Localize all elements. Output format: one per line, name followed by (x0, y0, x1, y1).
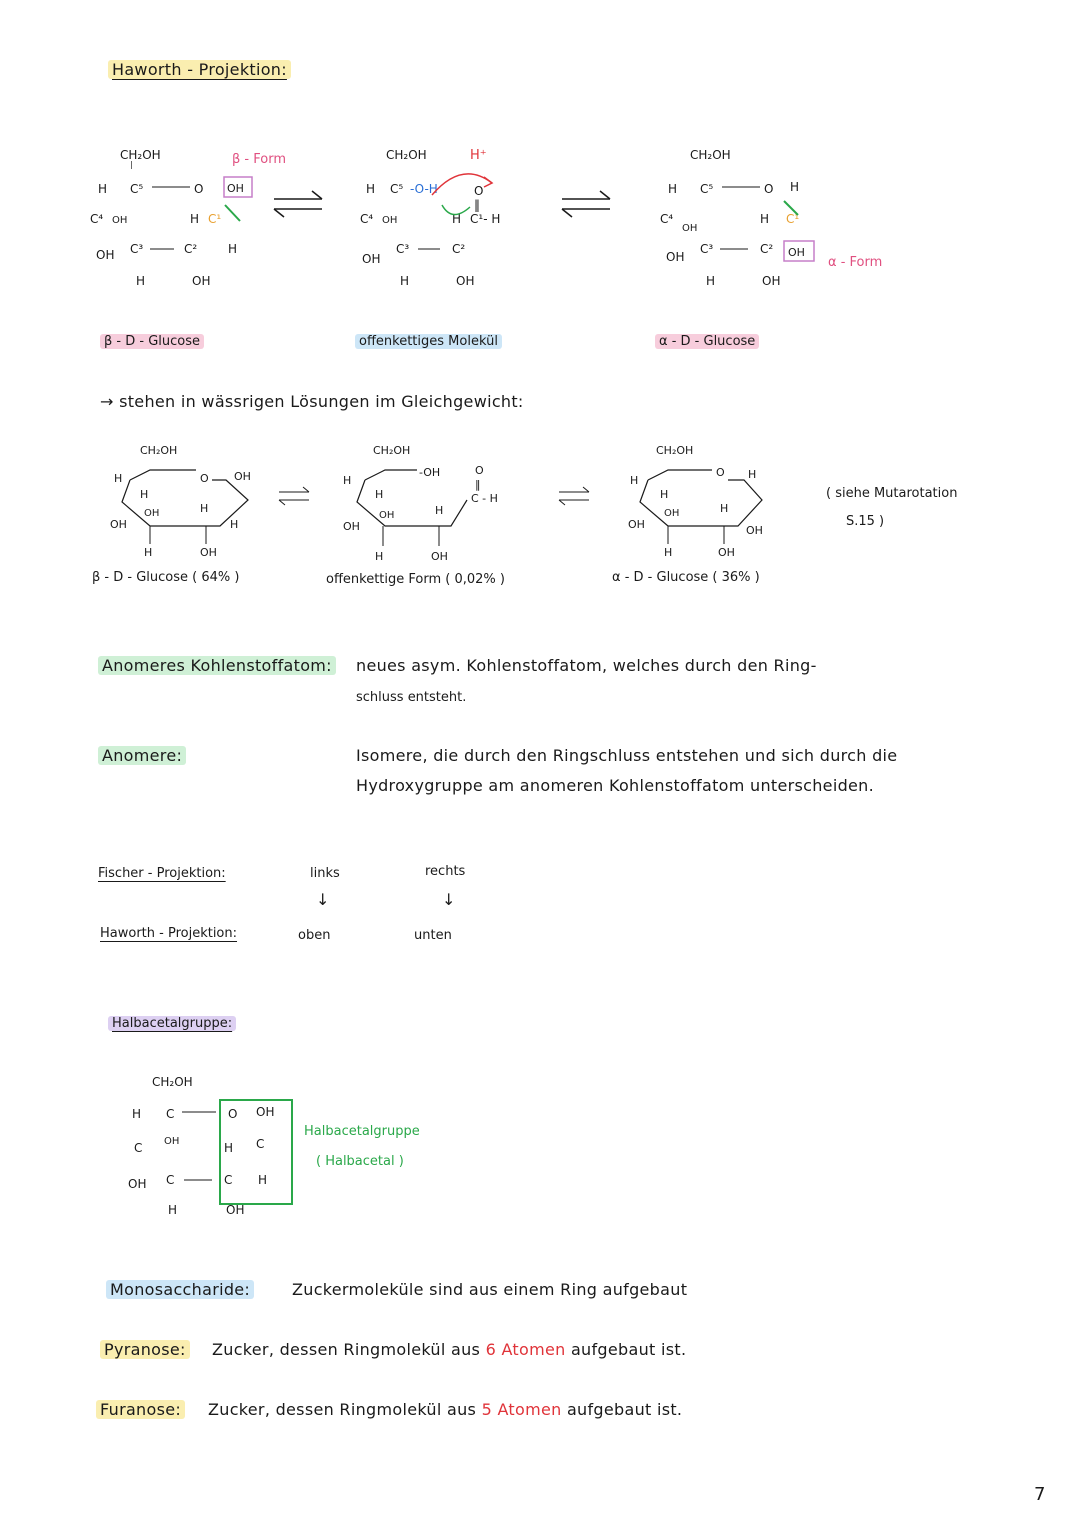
svg-text:H: H (140, 488, 149, 501)
halbacetal-structure (120, 1068, 310, 1218)
halbacetal-box-sub: ( Halbacetal ) (316, 1154, 404, 1169)
rechts-label: rechts (425, 864, 466, 879)
alpha-glucose-name: α - D - Glucose (655, 334, 759, 349)
unten-label: unten (414, 928, 452, 943)
svg-text:OH: OH (128, 1177, 147, 1191)
svg-text:H: H (343, 474, 352, 487)
links-label: links (310, 866, 340, 881)
svg-text:OH: OH (628, 518, 645, 531)
haworth-heading: Haworth - Projektion: (108, 60, 291, 79)
page-number: 7 (1034, 1484, 1046, 1505)
pyranose-number: 6 (485, 1340, 497, 1359)
svg-text:‖: ‖ (475, 478, 481, 491)
svg-text:H: H (720, 502, 729, 515)
svg-text:CH₂OH: CH₂OH (373, 444, 411, 457)
open-chain-name: offenkettiges Molekül (355, 334, 502, 349)
svg-text:H: H (230, 518, 239, 531)
equilibrium-arrow-4 (555, 482, 595, 512)
svg-text:OH: OH (226, 1203, 245, 1217)
svg-text:H: H (748, 468, 757, 481)
svg-text:C⁴: C⁴ (90, 212, 104, 226)
svg-text:OH: OH (718, 546, 735, 559)
beta-glucose-percent: β - D - Glucose ( 64% ) (92, 570, 240, 585)
anomeres-definition-line1: neues asym. Kohlenstoffatom, welches durch den Ring- (356, 656, 817, 675)
svg-text:H: H (114, 472, 123, 485)
svg-text:H: H (224, 1141, 234, 1155)
alpha-glucose-percent: α - D - Glucose ( 36% ) (612, 570, 760, 585)
svg-text:H: H (132, 1107, 142, 1121)
down-arrow-icon: ↓ (442, 890, 456, 909)
svg-text:CH₂OH: CH₂OH (120, 148, 161, 162)
anomere-definition-line1: Isomere, die durch den Ringschluss entstehen und sich durch die (356, 746, 898, 765)
oben-label: oben (298, 928, 331, 943)
svg-text:OH: OH (144, 508, 160, 519)
svg-text:H: H (452, 212, 462, 226)
svg-text:H: H (228, 242, 238, 256)
svg-text:H: H (375, 488, 384, 501)
svg-text:H: H (790, 180, 800, 194)
svg-text:H: H (400, 274, 410, 288)
equilibrium-statement: → stehen in wässrigen Lösungen im Gleichgewicht: (100, 392, 524, 411)
svg-text:C: C (134, 1141, 143, 1155)
svg-text:H: H (664, 546, 673, 559)
open-chain-structure (352, 135, 572, 295)
svg-text:C - H: C - H (471, 492, 498, 505)
svg-text:CH₂OH: CH₂OH (140, 444, 178, 457)
svg-text:C: C (256, 1137, 265, 1151)
svg-text:H: H (668, 182, 678, 196)
svg-text:C⁵: C⁵ (130, 182, 144, 196)
svg-text:H: H (375, 550, 384, 563)
svg-text:H: H (630, 474, 639, 487)
svg-text:O: O (475, 464, 484, 477)
svg-text:OH: OH (234, 470, 251, 483)
svg-text:OH: OH (112, 215, 128, 226)
svg-text:H: H (144, 546, 153, 559)
equilibrium-arrow-1 (268, 185, 328, 225)
svg-text:H: H (168, 1203, 178, 1217)
beta-haworth-ring (100, 440, 270, 565)
furanose-definition: Zucker, dessen Ringmolekül aus 5 Atomen aufgebaut ist. (208, 1400, 683, 1419)
svg-text:O: O (716, 466, 725, 479)
svg-text:OH: OH (343, 520, 360, 533)
svg-text:C: C (224, 1173, 233, 1187)
open-haworth-structure (335, 440, 535, 565)
svg-text:C: C (166, 1173, 175, 1187)
svg-text:C¹- H: C¹- H (470, 212, 501, 226)
monosaccharide-definition: Zuckermoleküle sind aus einem Ring aufgebaut (292, 1280, 688, 1299)
mutarotation-note-line1: ( siehe Mutarotation (826, 486, 958, 501)
alpha-haworth-ring (620, 440, 790, 565)
mutarotation-note-line2: S.15 ) (846, 514, 885, 529)
svg-text:C³: C³ (130, 242, 144, 256)
svg-text:C²: C² (760, 242, 774, 256)
svg-text:CH₂OH: CH₂OH (690, 148, 731, 162)
alpha-form-label: α - Form (828, 255, 883, 270)
svg-text:CH₂OH: CH₂OH (386, 148, 427, 162)
svg-text:O: O (194, 182, 204, 196)
anomeres-term: Anomeres Kohlenstoffatom: (98, 656, 336, 675)
svg-text:OH: OH (746, 524, 763, 537)
svg-text:C⁴: C⁴ (360, 212, 374, 226)
svg-text:H: H (190, 212, 200, 226)
svg-text:C³: C³ (700, 242, 714, 256)
svg-text:H: H (98, 182, 108, 196)
svg-text:OH: OH (200, 546, 217, 559)
svg-text:C²: C² (184, 242, 198, 256)
svg-text:OH: OH (227, 182, 244, 195)
svg-text:-OH: -OH (419, 466, 441, 479)
svg-text:OH: OH (96, 248, 115, 262)
svg-text:O: O (200, 472, 209, 485)
open-chain-percent: offenkettige Form ( 0,02% ) (326, 572, 505, 587)
svg-text:OH: OH (456, 274, 475, 288)
beta-glucose-name: β - D - Glucose (100, 334, 204, 349)
svg-text:C¹: C¹ (786, 212, 800, 226)
svg-text:OH: OH (666, 250, 685, 264)
furanose-atoms: 5 Atomen (481, 1400, 562, 1419)
svg-text:H: H (200, 502, 209, 515)
monosaccharide-term: Monosaccharide: (106, 1280, 254, 1299)
svg-text:|: | (130, 160, 133, 169)
svg-text:O: O (228, 1107, 238, 1121)
down-arrow-icon: ↓ (316, 890, 330, 909)
svg-text:H: H (660, 488, 669, 501)
svg-text:OH: OH (192, 274, 211, 288)
svg-text:OH: OH (256, 1105, 275, 1119)
equilibrium-arrow-3 (275, 482, 315, 512)
svg-text:OH: OH (762, 274, 781, 288)
equilibrium-arrow-2 (556, 185, 616, 225)
svg-text:CH₂OH: CH₂OH (656, 444, 694, 457)
svg-text:OH: OH (664, 508, 680, 519)
svg-text:OH: OH (682, 223, 698, 234)
svg-text:H: H (760, 212, 770, 226)
svg-text:C⁴: C⁴ (660, 212, 674, 226)
svg-text:CH₂OH: CH₂OH (152, 1075, 193, 1089)
pyranose-atoms: Atomen (501, 1340, 566, 1359)
svg-text:O: O (764, 182, 774, 196)
svg-text:H: H (706, 274, 716, 288)
svg-text:H: H (136, 274, 146, 288)
anomere-term: Anomere: (98, 746, 186, 765)
svg-text:C⁵: C⁵ (390, 182, 404, 196)
svg-text:C: C (166, 1107, 175, 1121)
pyranose-definition: Zucker, dessen Ringmolekül aus 6 Atomen aufgebaut ist. (212, 1340, 687, 1359)
svg-text:OH: OH (110, 518, 127, 531)
h-plus: H⁺ (470, 148, 487, 163)
anomere-definition-line2: Hydroxygruppe am anomeren Kohlenstoffatom unterscheiden. (356, 776, 874, 795)
svg-text:C²: C² (452, 242, 466, 256)
svg-text:OH: OH (164, 1136, 180, 1147)
svg-text:O: O (474, 184, 484, 198)
svg-text:C⁵: C⁵ (700, 182, 714, 196)
furanose-term: Furanose: (96, 1400, 185, 1419)
svg-text:-O-H: -O-H (410, 182, 438, 196)
svg-text:OH: OH (379, 510, 395, 521)
svg-text:C³: C³ (396, 242, 410, 256)
pyranose-term: Pyranose: (100, 1340, 190, 1359)
svg-text:OH: OH (382, 215, 398, 226)
halbacetal-heading: Halbacetalgruppe: (108, 1016, 236, 1031)
svg-text:H: H (366, 182, 376, 196)
svg-text:H: H (435, 504, 444, 517)
svg-text:OH: OH (362, 252, 381, 266)
haworth-label: Haworth - Projektion: (100, 926, 238, 941)
svg-text:‖: ‖ (474, 198, 480, 212)
svg-text:C¹: C¹ (208, 212, 222, 226)
beta-form-label: β - Form (232, 152, 286, 167)
halbacetal-box-label: Halbacetalgruppe (304, 1124, 420, 1139)
right-arrow-icon: → (100, 392, 120, 411)
anomeres-definition-line2: schluss entsteht. (356, 690, 467, 705)
fischer-label: Fischer - Projektion: (98, 866, 226, 881)
alpha-glucose-structure (660, 135, 830, 295)
svg-text:OH: OH (431, 550, 448, 563)
svg-text:H: H (258, 1173, 268, 1187)
svg-text:OH: OH (788, 246, 805, 259)
